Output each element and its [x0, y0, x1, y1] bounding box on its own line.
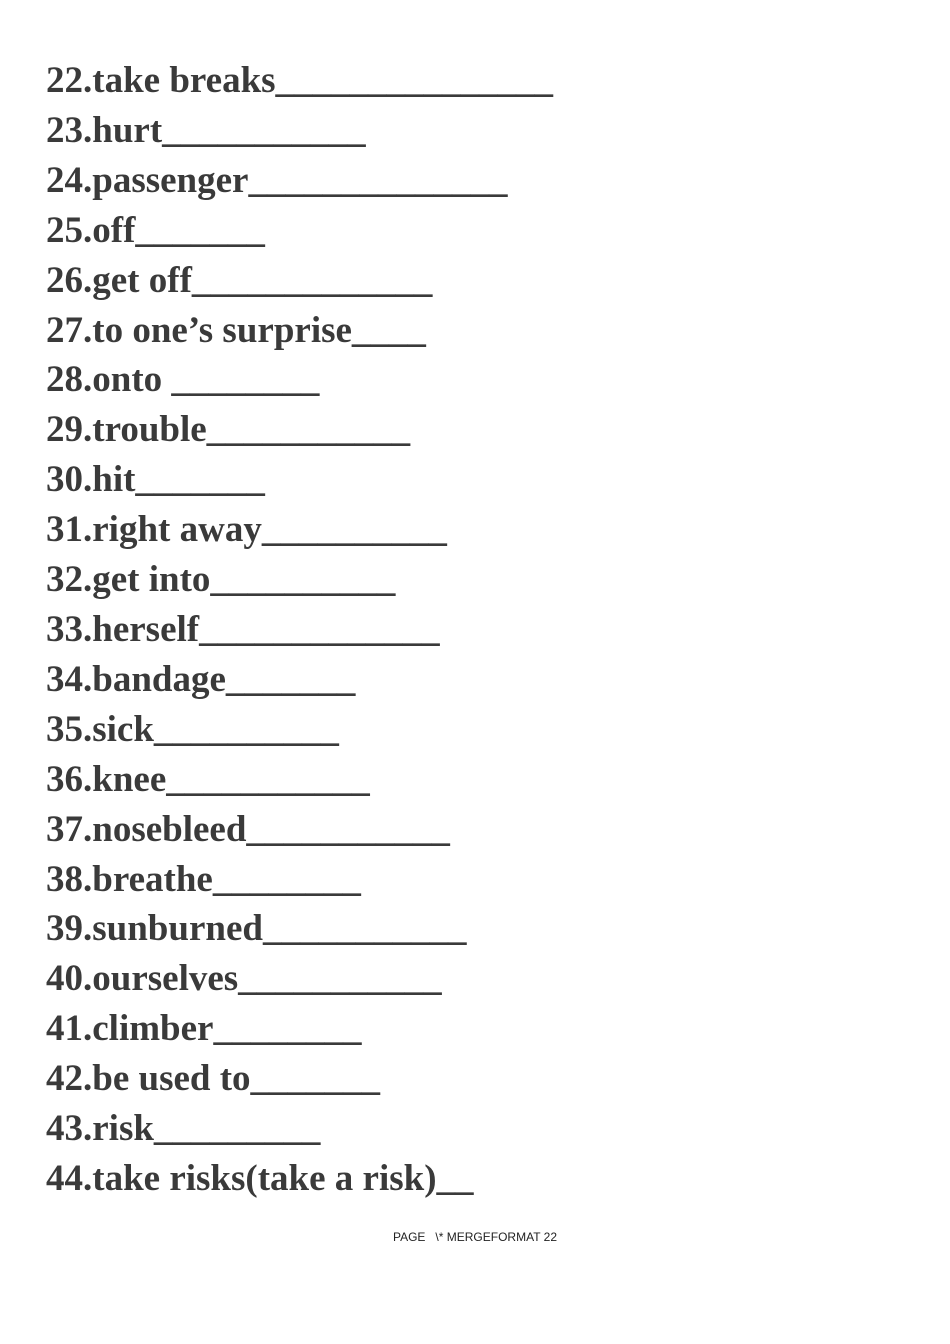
list-item: 33.herself_____________	[46, 608, 440, 650]
list-item: 44.take risks(take a risk)__	[46, 1157, 474, 1199]
list-item: 40.ourselves___________	[46, 958, 442, 1000]
list-item: 28.onto ________	[46, 359, 320, 401]
list-item: 26.get off_____________	[46, 259, 433, 301]
list-item: 37.nosebleed___________	[46, 808, 450, 850]
list-item: 41.climber________	[46, 1008, 362, 1050]
list-item: 32.get into__________	[46, 559, 396, 601]
list-item: 39.sunburned___________	[46, 908, 467, 950]
list-item: 35.sick__________	[46, 708, 339, 750]
list-item: 27.to one’s surprise____	[46, 309, 426, 351]
list-item: 22.take breaks_______________	[46, 60, 554, 101]
list-item: 38.breathe________	[46, 858, 361, 900]
list-item: 43.risk_________	[46, 1108, 321, 1150]
list-item: 34.bandage_______	[46, 658, 356, 700]
list-item: 31.right away__________	[46, 509, 447, 551]
list-item: 23.hurt___________	[46, 109, 366, 151]
vocabulary-list	[46, 56, 906, 1204]
list-item: 29.trouble___________	[46, 409, 411, 451]
list-item: 30.hit_______	[46, 459, 265, 501]
page-footer: PAGE \* MERGEFORMAT 22	[392, 1230, 558, 1244]
list-item: 25.off_______	[46, 209, 265, 251]
list-item: 24.passenger______________	[46, 159, 508, 201]
list-item: 42.be used to_______	[46, 1058, 381, 1100]
list-item: 36.knee___________	[46, 758, 370, 800]
